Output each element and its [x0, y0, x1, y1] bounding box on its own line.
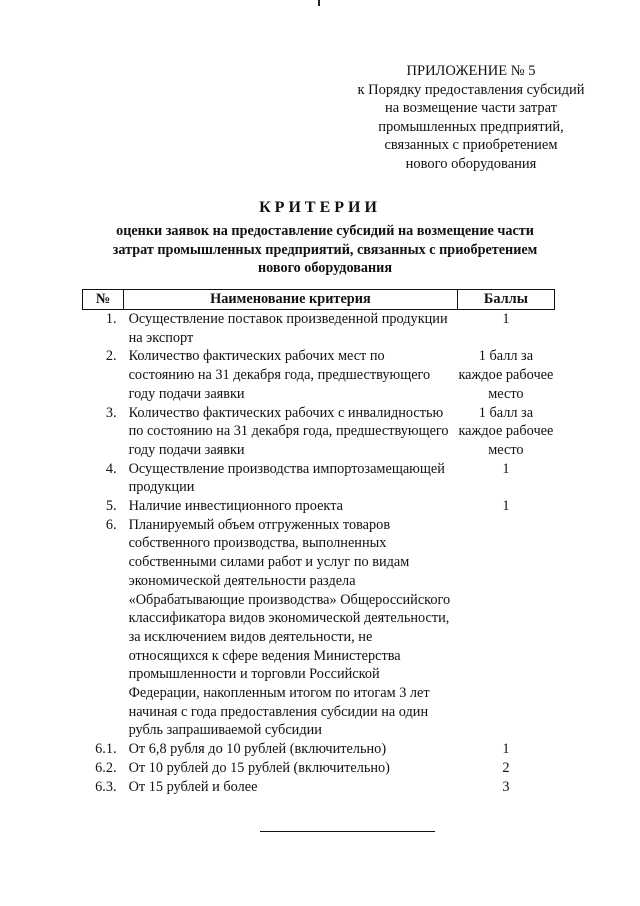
row-number: 6.1.: [95, 741, 117, 758]
table-row: [83, 310, 555, 348]
subtitle-line: оценки заявок на предоставление субсидий на возмещение части: [116, 223, 534, 239]
appendix-line: на возмещение части затрат: [385, 100, 557, 116]
table-row: [83, 347, 555, 403]
criteria-table: [82, 289, 555, 796]
row-number: 6.2.: [95, 759, 117, 776]
end-divider: [260, 831, 435, 832]
row-score: [457, 516, 554, 740]
table-row: [83, 778, 555, 797]
header-number: №: [83, 290, 124, 310]
row-criterion: Планируемый объем отгруженных товаров собственного производства, выполненных собственными силами работ и услуг по видам экономической деятельности раздела «Обрабатывающие производства» Общероссийского классификатора видов экономической деятельности, за исключением видов деятельности, не относящихся к сфере ведения Министерства промышленности и торговли Российской Федерации, накопленным итогом по итогам 3 лет начиная с года предоставления субсидии на один рубль запрашиваемой субсидии: [128, 516, 451, 739]
header-criterion: Наименование критерия: [124, 290, 458, 310]
row-number: 3.: [105, 404, 117, 421]
row-number: 6.3.: [95, 778, 117, 795]
appendix-line: связанных с приобретением: [384, 137, 558, 153]
row-score: 3: [502, 778, 510, 795]
appendix-line: промышленных предприятий,: [378, 118, 564, 135]
row-criterion: Количество фактических рабочих с инвалидностью по состоянию на 31 декабря года, предшествующего году подачи заявки: [128, 404, 449, 458]
document-title: КРИТЕРИИ: [259, 199, 381, 216]
row-score: 1: [502, 311, 510, 327]
row-criterion: Осуществление поставок произведенной продукции на экспорт: [128, 311, 448, 346]
row-criterion: Наличие инвестиционного проекта: [128, 498, 343, 515]
document-subtitle: [95, 222, 555, 278]
row-number: 2.: [105, 348, 117, 365]
row-number: 1.: [105, 311, 117, 327]
table-header-row: [83, 290, 555, 310]
scan-mark: [318, 0, 320, 6]
header-score: Баллы: [457, 290, 554, 310]
row-number: 4.: [105, 460, 117, 477]
row-criterion: От 10 рублей до 15 рублей (включительно): [128, 759, 390, 776]
row-criterion: От 15 рублей и более: [128, 778, 258, 795]
appendix-line: нового оборудования: [405, 155, 537, 172]
subtitle-line: затрат промышленных предприятий, связанных с приобретением: [112, 241, 538, 258]
row-score: 1 балл за каждое рабочее место: [458, 348, 554, 402]
row-number: 6.: [105, 516, 117, 533]
table-row: [83, 497, 555, 516]
table-row: [83, 404, 555, 460]
appendix-line: к Порядку предоставления субсидий: [357, 81, 585, 98]
table-row: [83, 460, 555, 497]
appendix-block: [345, 62, 597, 173]
row-criterion: Количество фактических рабочих мест по состоянию на 31 декабря года, предшествующего году подачи заявки: [128, 348, 431, 402]
subtitle-line: нового оборудования: [258, 260, 392, 276]
appendix-title: ПРИЛОЖЕНИЕ № 5: [406, 63, 536, 79]
table-row: [83, 516, 555, 740]
row-criterion: Осуществление производства импортозамещающей продукции: [128, 460, 445, 496]
row-score: 1: [502, 498, 510, 515]
row-number: 5.: [105, 498, 117, 515]
table-row: [83, 759, 555, 778]
row-score: 1 балл за каждое рабочее место: [458, 404, 554, 458]
row-score: 2: [502, 759, 510, 776]
row-criterion: От 6,8 рубля до 10 рублей (включительно): [128, 741, 387, 758]
table-row: [83, 740, 555, 759]
row-score: 1: [502, 460, 510, 477]
row-score: 1: [502, 741, 510, 758]
